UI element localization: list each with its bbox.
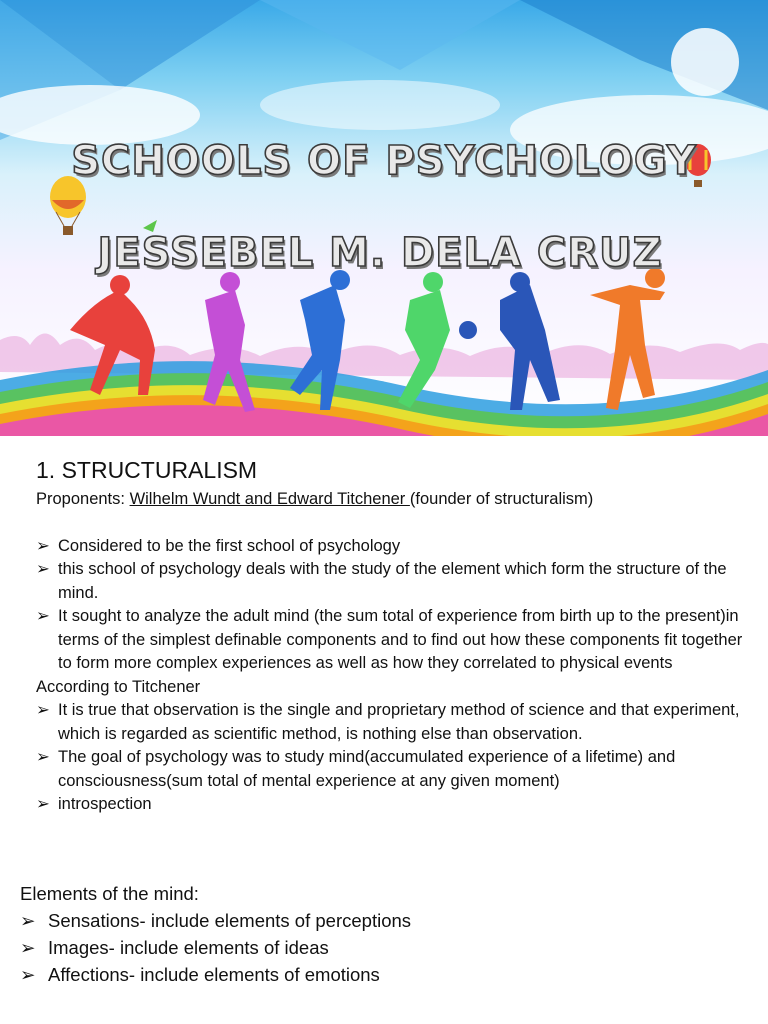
balloon-icon (50, 176, 86, 235)
elements-section (20, 880, 750, 988)
structuralism-points (36, 535, 756, 676)
proponents-label: Proponents: (36, 490, 130, 508)
arrow-bullet-icon: ➢ (36, 748, 50, 766)
arrow-bullet-icon: ➢ (36, 607, 50, 625)
elements-heading: Elements of the mind: (20, 883, 199, 904)
proponents-line (36, 488, 756, 512)
section-heading: 1. STRUCTURALISM (36, 457, 258, 483)
arrow-bullet-icon: ➢ (36, 795, 50, 813)
list-item: ➢ this school of psychology deals with the study of the element which form the structure of the mind. (36, 560, 727, 602)
arrow-bullet-icon: ➢ (36, 701, 50, 719)
proponents-names: Wilhelm Wundt and Edward Titchener (129, 490, 410, 508)
list-item: ➢ It is true that observation is the single and proprietary method of science and that experiment, which is regarded as scientific method, is nothing else than observation. (36, 701, 740, 743)
list-item: ➢ It sought to analyze the adult mind (the sum total of experience from birth up to the present)in terms of the simplest definable components and to find out how these components fit together to form more complex experiences as well as how they correlated to physical events (36, 607, 743, 672)
arrow-bullet-icon: ➢ (36, 536, 50, 555)
arrow-bullet-icon: ➢ (36, 560, 50, 578)
list-item: ➢ Images- include elements of ideas (20, 934, 750, 961)
elements-list (20, 907, 750, 988)
structuralism-section (36, 446, 756, 817)
according-label: According to Titchener (36, 677, 201, 696)
list-item: ➢ The goal of psychology was to study mind(accumulated experience of a lifetime) and consciousness(sum total of mental experience at any given moment) (36, 748, 676, 790)
arrow-bullet-icon: ➢ (20, 910, 36, 931)
arrow-bullet-icon: ➢ (20, 937, 36, 958)
list-item: ➢ Sensations- include elements of perceptions (20, 907, 750, 934)
author-name: JESSEBEL M. DELA CRUZ (97, 230, 663, 276)
page-title: SCHOOLS OF PSYCHOLOGY (71, 138, 697, 184)
list-item: ➢ Considered to be the first school of psychology (36, 535, 756, 559)
banner-artwork (0, 0, 768, 436)
arrow-bullet-icon: ➢ (20, 964, 36, 985)
titchener-points (36, 699, 756, 817)
title-banner (0, 0, 768, 436)
list-item: ➢ Affections- include elements of emotions (20, 961, 750, 988)
list-item: ➢ introspection (36, 793, 756, 817)
proponents-note: (founder of structuralism) (409, 490, 594, 508)
